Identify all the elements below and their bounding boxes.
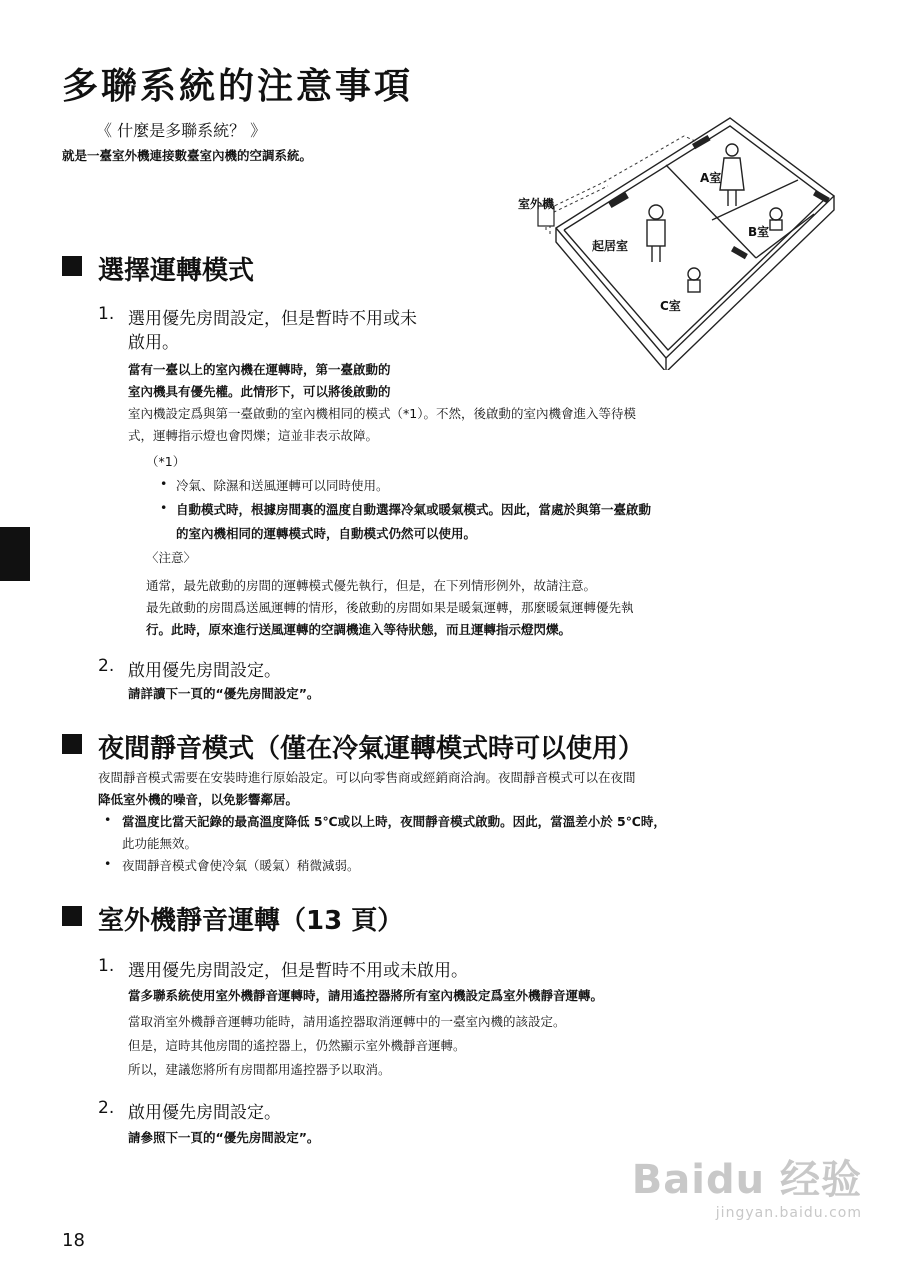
section1-para-line: 當有一臺以上的室內機在運轉時，第一臺啟動的 — [128, 362, 391, 377]
section3-item2-sub: 請參照下一頁的“優先房間設定”。 — [128, 1130, 320, 1145]
note2-line: 最先啟動的房間爲送風運轉的情形，後啟動的房間如果是暖氣運轉，那麼暖氣運轉優先執 — [146, 600, 634, 615]
section1-item2-sub: 請詳讀下一頁的“優先房間設定”。 — [128, 686, 320, 701]
section2-bullet: 夜間靜音模式會使冷氣（暖氣）稍微減弱。 — [122, 858, 360, 873]
note1-label: （*1） — [146, 454, 186, 469]
section2-heading: 夜間靜音模式（僅在冷氣運轉模式時可以使用） — [98, 734, 645, 764]
chapter-tab — [0, 527, 30, 581]
section1-para-line: 室內機具有優先權。此情形下，可以將後啟動的 — [128, 384, 391, 399]
section1-para-line: 式，運轉指示燈也會閃爍；這並非表示故障。 — [128, 428, 379, 443]
section1-item1-line1: 選用優先房間設定，但是暫時不用或未 — [128, 309, 417, 329]
section3-item2-number: 2. — [98, 1098, 115, 1118]
section-marker — [62, 734, 82, 754]
section3-item1: 選用優先房間設定，但是暫時不用或未啟用。 — [128, 961, 468, 981]
room-c-label: C室 — [660, 299, 681, 313]
bullet-dot: • — [160, 476, 168, 491]
section3-item1-number: 1. — [98, 956, 115, 976]
bullet-dot: • — [104, 812, 112, 827]
page-number: 18 — [62, 1230, 85, 1251]
living-room-label: 起居室 — [592, 239, 629, 253]
section3-para-line: 當多聯系統使用室外機靜音運轉時，請用遙控器將所有室內機設定爲室外機靜音運轉。 — [128, 988, 604, 1003]
section3-item2: 啟用優先房間設定。 — [128, 1103, 281, 1123]
intro-answer: 就是一臺室外機連接數臺室內機的空調系統。 — [62, 148, 313, 163]
watermark — [632, 1148, 862, 1221]
section1-item1-number: 1. — [98, 304, 115, 324]
watermark-brand: Baidu 经验 — [631, 1157, 862, 1203]
section1-para-line: 室內機設定爲與第一臺啟動的室內機相同的模式（*1）。不然，後啟動的室內機會進入等待模 — [128, 406, 636, 421]
section3-para-line: 當取消室外機靜音運轉功能時，請用遙控器取消運轉中的一臺室內機的該設定。 — [128, 1014, 566, 1029]
note2-line: 通常，最先啟動的房間的運轉模式優先執行，但是，在下列情形例外，故請注意。 — [146, 578, 597, 593]
section1-item2: 啟用優先房間設定。 — [128, 661, 281, 681]
page-title: 多聯系統的注意事項 — [62, 66, 414, 107]
section-marker — [62, 256, 82, 276]
room-a-label: A室 — [700, 171, 722, 185]
section-marker — [62, 906, 82, 926]
bullet-dot: • — [104, 856, 112, 871]
section1-item1-line2: 啟用。 — [128, 333, 179, 353]
section2-bullet: 當溫度比當天記錄的最高溫度降低 5℃或以上時，夜間靜音模式啟動。因此，當溫差小於 5℃時， — [122, 814, 666, 829]
bullet-dot: • — [160, 500, 168, 515]
section2-bullet: 此功能無效。 — [122, 836, 198, 851]
section1-item2-number: 2. — [98, 656, 115, 676]
room-b-label: B室 — [748, 225, 770, 239]
note2-label: 〈注意〉 — [146, 550, 197, 565]
section3-para-line: 所以，建議您將所有房間都用遙控器予以取消。 — [128, 1062, 391, 1077]
intro-question: 《 什麼是多聯系統？ 》 — [96, 121, 267, 140]
outdoor-unit-label: 室外機 — [518, 197, 555, 211]
section1-bullet: 自動模式時，根據房間裏的溫度自動選擇冷氣或暖氣模式。因此，當處於與第一臺啟動 — [176, 502, 652, 517]
section2-para-line: 夜間靜音模式需要在安裝時進行原始設定。可以向零售商或經銷商洽詢。夜間靜音模式可以在夜間 — [98, 770, 636, 785]
section1-bullet: 的室內機相同的運轉模式時，自動模式仍然可以使用。 — [176, 526, 477, 541]
section2-para-line: 降低室外機的噪音，以免影響鄰居。 — [98, 792, 299, 807]
section1-heading: 選擇運轉模式 — [98, 256, 255, 286]
note2-line: 行。此時，原來進行送風運轉的空調機進入等待狀態，而且運轉指示燈閃爍。 — [146, 622, 572, 637]
section3-heading: 室外機靜音運轉（13 頁） — [98, 906, 404, 936]
section3-para-line: 但是，這時其他房間的遙控器上，仍然顯示室外機靜音運轉。 — [128, 1038, 466, 1053]
multi-split-diagram — [516, 110, 846, 370]
watermark-url: jingyan.baidu.com — [715, 1205, 862, 1221]
section1-bullet: 冷氣、除濕和送風運轉可以同時使用。 — [176, 478, 389, 493]
